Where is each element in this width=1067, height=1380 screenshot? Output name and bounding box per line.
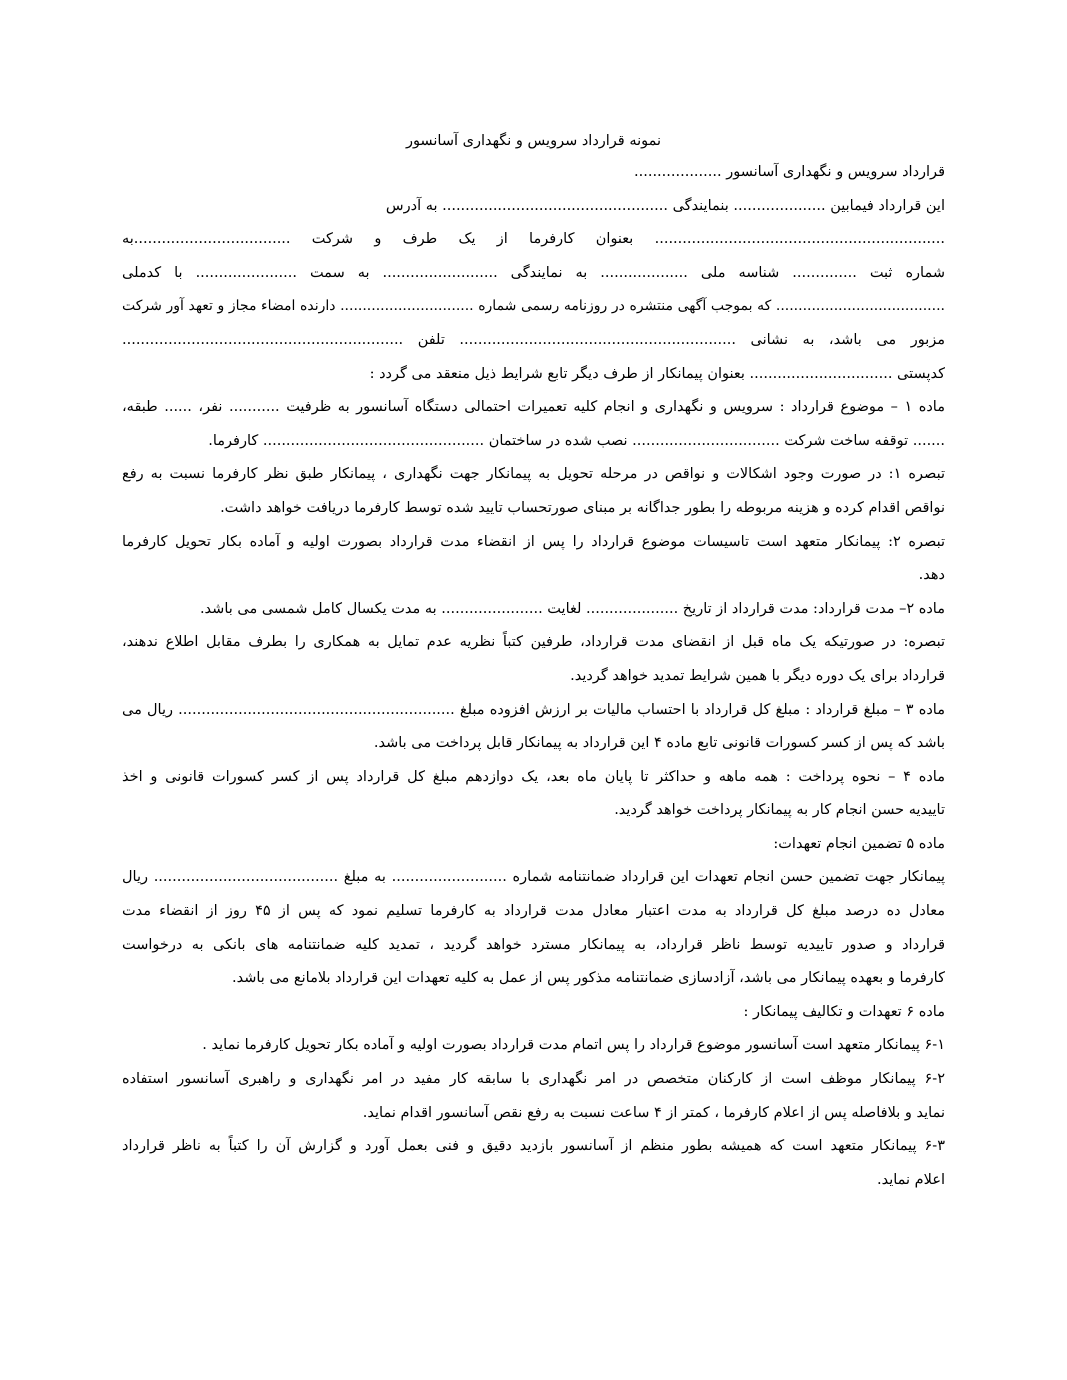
text-line: معادل ده درصد مبلغ کل قرارداد به مدت اعتبار معادل مدت قرارداد به کارفرما تسلیم نمود که پس از ۴۵ روز از انقضاء مدت — [122, 903, 945, 920]
text-line: تبصره ۲: پیمانکار متعهد است تاسیسات موضوع قرارداد را پس از انقضاء مدت قرارداد بصورت اولیه و آماده بکار تحویل کارفرما — [122, 533, 945, 550]
text-line: پیمانکار جهت تضمین حسن انجام تعهدات این قرارداد ضمانتنامه شماره ......................... به مبلغ ........................................ ریال — [122, 869, 945, 886]
text-line: تاییدیه حسن انجام کار به پیمانکار پرداخت خواهد گردید. — [614, 802, 945, 819]
text-line: ۶-۱ پیمانکار متعهد است آسانسور موضوع قرارداد را پس اتمام مدت قرارداد بصورت اولیه و آماده بکار تحویل کارفرما نماید . — [202, 1037, 945, 1054]
text-line: ....... توقفه ساخت شرکت ................................ نصب شده در ساختمان ................................................ کارفرما. — [208, 432, 945, 449]
text-line: تبصره: در صورتیکه یک ماه قبل از انقضای مدت قرارداد، طرفین کتباً نظریه عدم تمایل به همکاری را بطرف مقابل اطلاع ندهند، — [122, 634, 945, 651]
text-line: ۶-۲ پیمانکار موظف است از کارکنان متخصص در امر نگهداری با سابقه کار مفید در امر نگهداری و راهبری آسانسور استفاده — [122, 1071, 945, 1088]
document-body — [122, 156, 945, 1197]
text-line: تبصره ۱: در صورت وجود اشکالات و نواقص در مرحله تحویل به پیمانکار جهت نگهداری ، پیمانکار طبق نظر کارفرما نسبت به رفع — [122, 466, 945, 483]
text-line: ماده ۳ – مبلغ قرارداد : مبلغ کل قرارداد با احتساب مالیات بر ارزش افزوده مبلغ ............................................................ ریال می — [122, 701, 945, 718]
text-line: ماده ۱ – موضوع قرارداد : سرویس و نگهداری و انجام کلیه تعمیرات احتمالی دستگاه آسانسور به ظرفیت ........... نفر، ...... طبقه، — [122, 399, 945, 416]
text-line: ............................................................... بعنوان کارفرما از یک طرف و شرکت ..................................به — [122, 231, 945, 248]
text-line: کدپستی ............................... بعنوان پیمانکار از طرف دیگر تابع شرایط ذیل منعقد می گردد : — [369, 365, 945, 382]
text-line: این قرارداد فیمابین .................... بنمایندگی ................................................. به آدرس — [385, 197, 945, 214]
text-line: دهد. — [918, 567, 945, 584]
text-line: شماره ثبت .............. شناسه ملی ................... به نمایندگی ......................... به سمت ...................... با کدملی — [122, 264, 945, 281]
text-line: ماده ۲– مدت قرارداد: مدت قرارداد از تاریخ .................... لغایت ...................... به مدت یکسال کامل شمسی می باشد. — [199, 600, 945, 617]
text-line: نماید و بلافاصله پس از اعلام کارفرما ، کمتر از ۴ ساعت نسبت به رفع نقص آسانسور اقدام نماید. — [362, 1104, 945, 1121]
text-line: مزبور می باشد، به نشانی ............................................................ تلفن ............................................................. — [122, 331, 945, 348]
text-line: ماده ۵ تضمین انجام تعهدات: — [773, 835, 945, 852]
text-line: باشد که پس از کسر کسورات قانونی تابع ماده ۴ این قرارداد به پیمانکار قابل پرداخت می باشد. — [373, 735, 945, 752]
contract-document — [122, 124, 945, 1197]
text-line: ۶-۳ پیمانکار متعهد است که همیشه بطور منظم از آسانسور بازدید دقیق و فنی بعمل آورد و گزارش آن را کتباً به ناظر قرارداد — [122, 1138, 945, 1155]
text-line: قرارداد سرویس و نگهداری آسانسور ................... — [634, 164, 945, 180]
text-line: قرارداد و صدور تاییدیه توسط ناظر قرارداد، به پیمانکار مسترد خواهد گردید ، تمدید کلیه ضمانتنامه های بانکی به درخواست — [122, 936, 945, 953]
text-line: اعلام نماید. — [876, 1171, 945, 1188]
text-line: نواقص اقدام کرده و هزینه مربوطه را بطور جداگانه بر مبنای صورتحساب تایید شده توسط کارفرما دریافت خواهد داشت. — [220, 499, 945, 516]
text-line: قرارداد برای یک دوره دیگر با همین شرایط تمدید خواهد گردید. — [570, 667, 945, 684]
text-line: کارفرما و بعهده پیمانکار می باشد، آزادسازی ضمانتنامه مذکور پس از عمل به کلیه تعهدات این قرارداد بلامانع می باشد. — [232, 970, 945, 987]
document-title: نمونه قرارداد سرویس و نگهداری آسانسور — [405, 133, 662, 149]
text-line: ...................................... که بموجب آگهی منتشره در روزنامه رسمی شماره .............................. دارنده امضاء مجاز و تعهد آور شرکت — [122, 298, 945, 315]
text-line: ماده ۶ تعهدات و تکالیف پیمانکار : — [743, 1003, 945, 1020]
text-line: ماده ۴ – نحوه پرداخت : همه ماهه و حداکثر تا پایان ماه بعد، یک دوازدهم مبلغ کل قرارداد پس از کسر کسورات قانونی و اخذ — [122, 768, 945, 785]
